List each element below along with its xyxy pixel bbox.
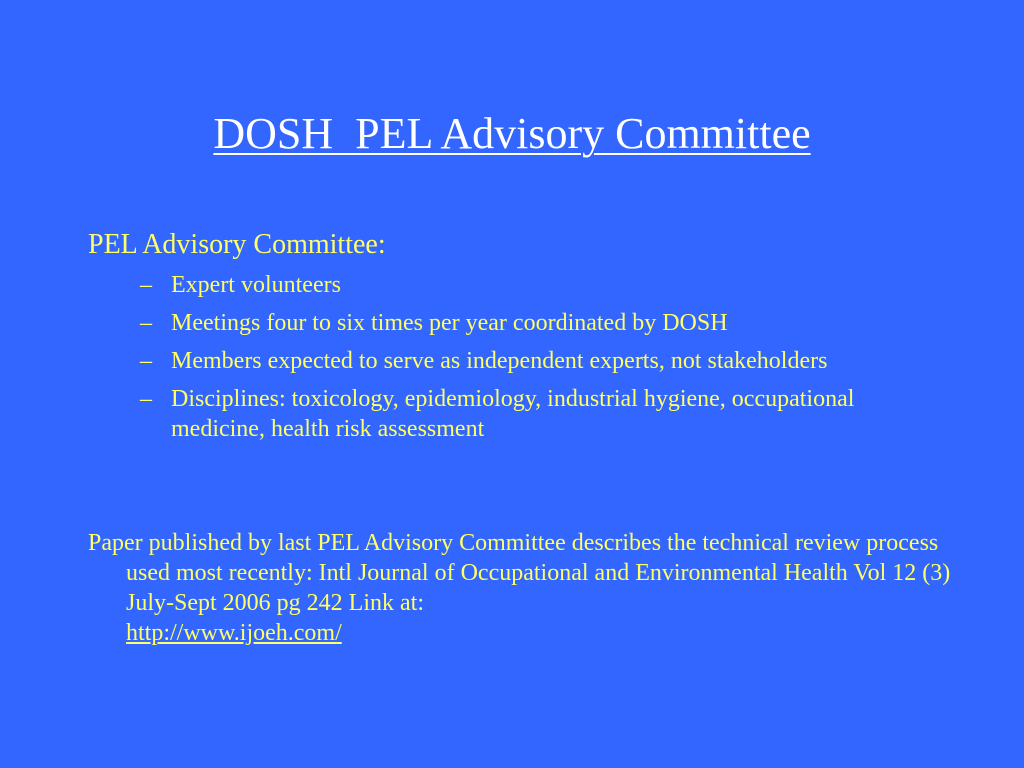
bullet-item (140, 346, 860, 376)
dash-marker: – (140, 348, 152, 374)
dash-marker: – (140, 386, 152, 412)
slide-title: DOSH PEL Advisory Committee (213, 109, 811, 158)
bullet-text: Members expected to serve as independent experts, not stakeholders (171, 348, 828, 374)
paragraph-text: Paper published by last PEL Advisory Committee describes the technical review process used most recently: Intl Journal of Occupational and Environmental Health Vol 12 (3) July-Sept 2006 pg 242 Link at: (88, 530, 951, 616)
bullet-text: Meetings four to six times per year coordinated by DOSH (171, 310, 728, 336)
bullet-item (140, 270, 860, 300)
dash-marker: – (140, 272, 152, 298)
paper-paragraph (88, 528, 986, 648)
bullet-item (140, 308, 860, 338)
ijoeh-link[interactable]: http://www.ijoeh.com/ (126, 620, 342, 646)
bullet-text: Expert volunteers (171, 272, 341, 298)
section-heading: PEL Advisory Committee: (88, 229, 386, 260)
dash-marker: – (140, 310, 152, 336)
bullet-item (140, 384, 860, 444)
bullet-text: Disciplines: toxicology, epidemiology, industrial hygiene, occupational medicine, health risk assessment (171, 386, 855, 442)
bullet-list (140, 270, 860, 452)
